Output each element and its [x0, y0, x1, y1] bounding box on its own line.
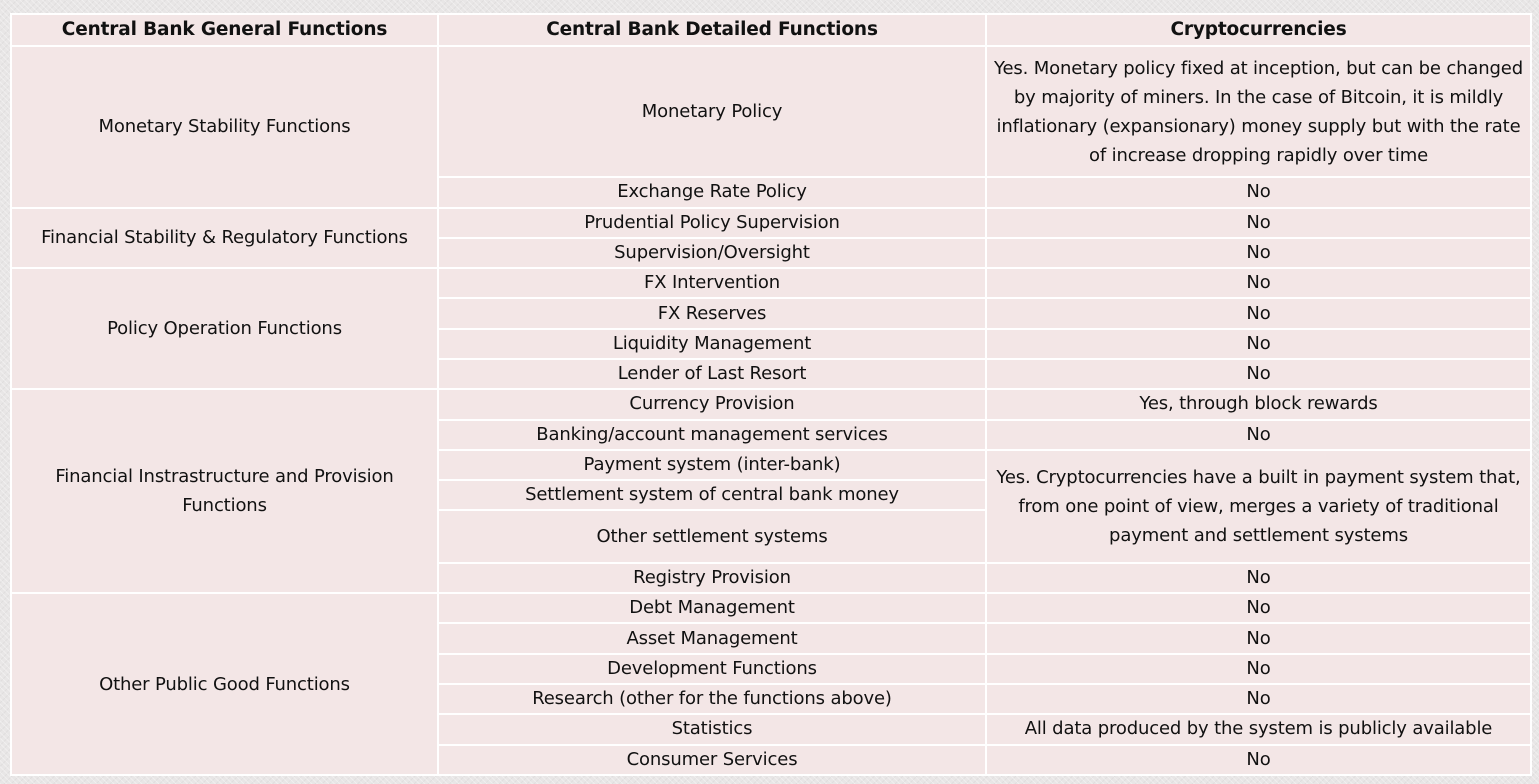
crypto-cell: No [986, 359, 1531, 389]
crypto-cell: No [986, 268, 1531, 298]
general-function-cell: Financial Stability & Regulatory Functions [11, 208, 438, 269]
crypto-cell: No [986, 654, 1531, 684]
detailed-function-cell: Statistics [438, 714, 986, 744]
comparison-table-container [10, 13, 1530, 776]
table-row [11, 268, 1531, 298]
detailed-function-cell: Debt Management [438, 593, 986, 623]
crypto-cell: No [986, 623, 1531, 653]
detailed-function-cell: Liquidity Management [438, 329, 986, 359]
general-function-cell: Monetary Stability Functions [11, 46, 438, 208]
header-row [11, 14, 1531, 46]
crypto-cell: All data produced by the system is publicly available [986, 714, 1531, 744]
detailed-function-cell: Development Functions [438, 654, 986, 684]
crypto-cell: Yes, through block rewards [986, 389, 1531, 419]
crypto-cell: No [986, 563, 1531, 593]
crypto-cell: Yes. Monetary policy fixed at inception, but can be changed by majority of miners. In the case of Bitcoin, it is mildly inflationary (expansionary) money supply but with the rate of increase dropping rapidly over time [986, 46, 1531, 177]
detailed-function-cell: Prudential Policy Supervision [438, 208, 986, 238]
header-cryptocurrencies: Cryptocurrencies [986, 14, 1531, 46]
detailed-function-cell: Supervision/Oversight [438, 238, 986, 268]
detailed-function-cell: Monetary Policy [438, 46, 986, 177]
detailed-function-cell: Research (other for the functions above) [438, 684, 986, 714]
detailed-function-cell: Lender of Last Resort [438, 359, 986, 389]
table-row [11, 208, 1531, 238]
table-row [11, 389, 1531, 419]
detailed-function-cell: Payment system (inter-bank) [438, 450, 986, 480]
crypto-cell: No [986, 684, 1531, 714]
detailed-function-cell: Other settlement systems [438, 510, 986, 563]
general-function-cell: Other Public Good Functions [11, 593, 438, 775]
crypto-cell: No [986, 208, 1531, 238]
detailed-function-cell: Consumer Services [438, 745, 986, 775]
detailed-function-cell: FX Intervention [438, 268, 986, 298]
general-function-cell: Policy Operation Functions [11, 268, 438, 389]
detailed-function-cell: Asset Management [438, 623, 986, 653]
comparison-table [10, 13, 1532, 776]
crypto-cell: No [986, 298, 1531, 328]
header-detailed-functions: Central Bank Detailed Functions [438, 14, 986, 46]
crypto-cell: No [986, 420, 1531, 450]
detailed-function-cell: Registry Provision [438, 563, 986, 593]
header-general-functions: Central Bank General Functions [11, 14, 438, 46]
crypto-cell: No [986, 329, 1531, 359]
detailed-function-cell: Currency Provision [438, 389, 986, 419]
table-row [11, 593, 1531, 623]
detailed-function-cell: Banking/account management services [438, 420, 986, 450]
detailed-function-cell: Exchange Rate Policy [438, 177, 986, 207]
crypto-cell: No [986, 593, 1531, 623]
crypto-cell: Yes. Cryptocurrencies have a built in payment system that, from one point of view, merges a variety of traditional payment and settlement systems [986, 450, 1531, 563]
crypto-cell: No [986, 177, 1531, 207]
detailed-function-cell: FX Reserves [438, 298, 986, 328]
crypto-cell: No [986, 238, 1531, 268]
general-function-cell: Financial Instrastructure and Provision Functions [11, 389, 438, 593]
detailed-function-cell: Settlement system of central bank money [438, 480, 986, 510]
crypto-cell: No [986, 745, 1531, 775]
table-row [11, 46, 1531, 177]
